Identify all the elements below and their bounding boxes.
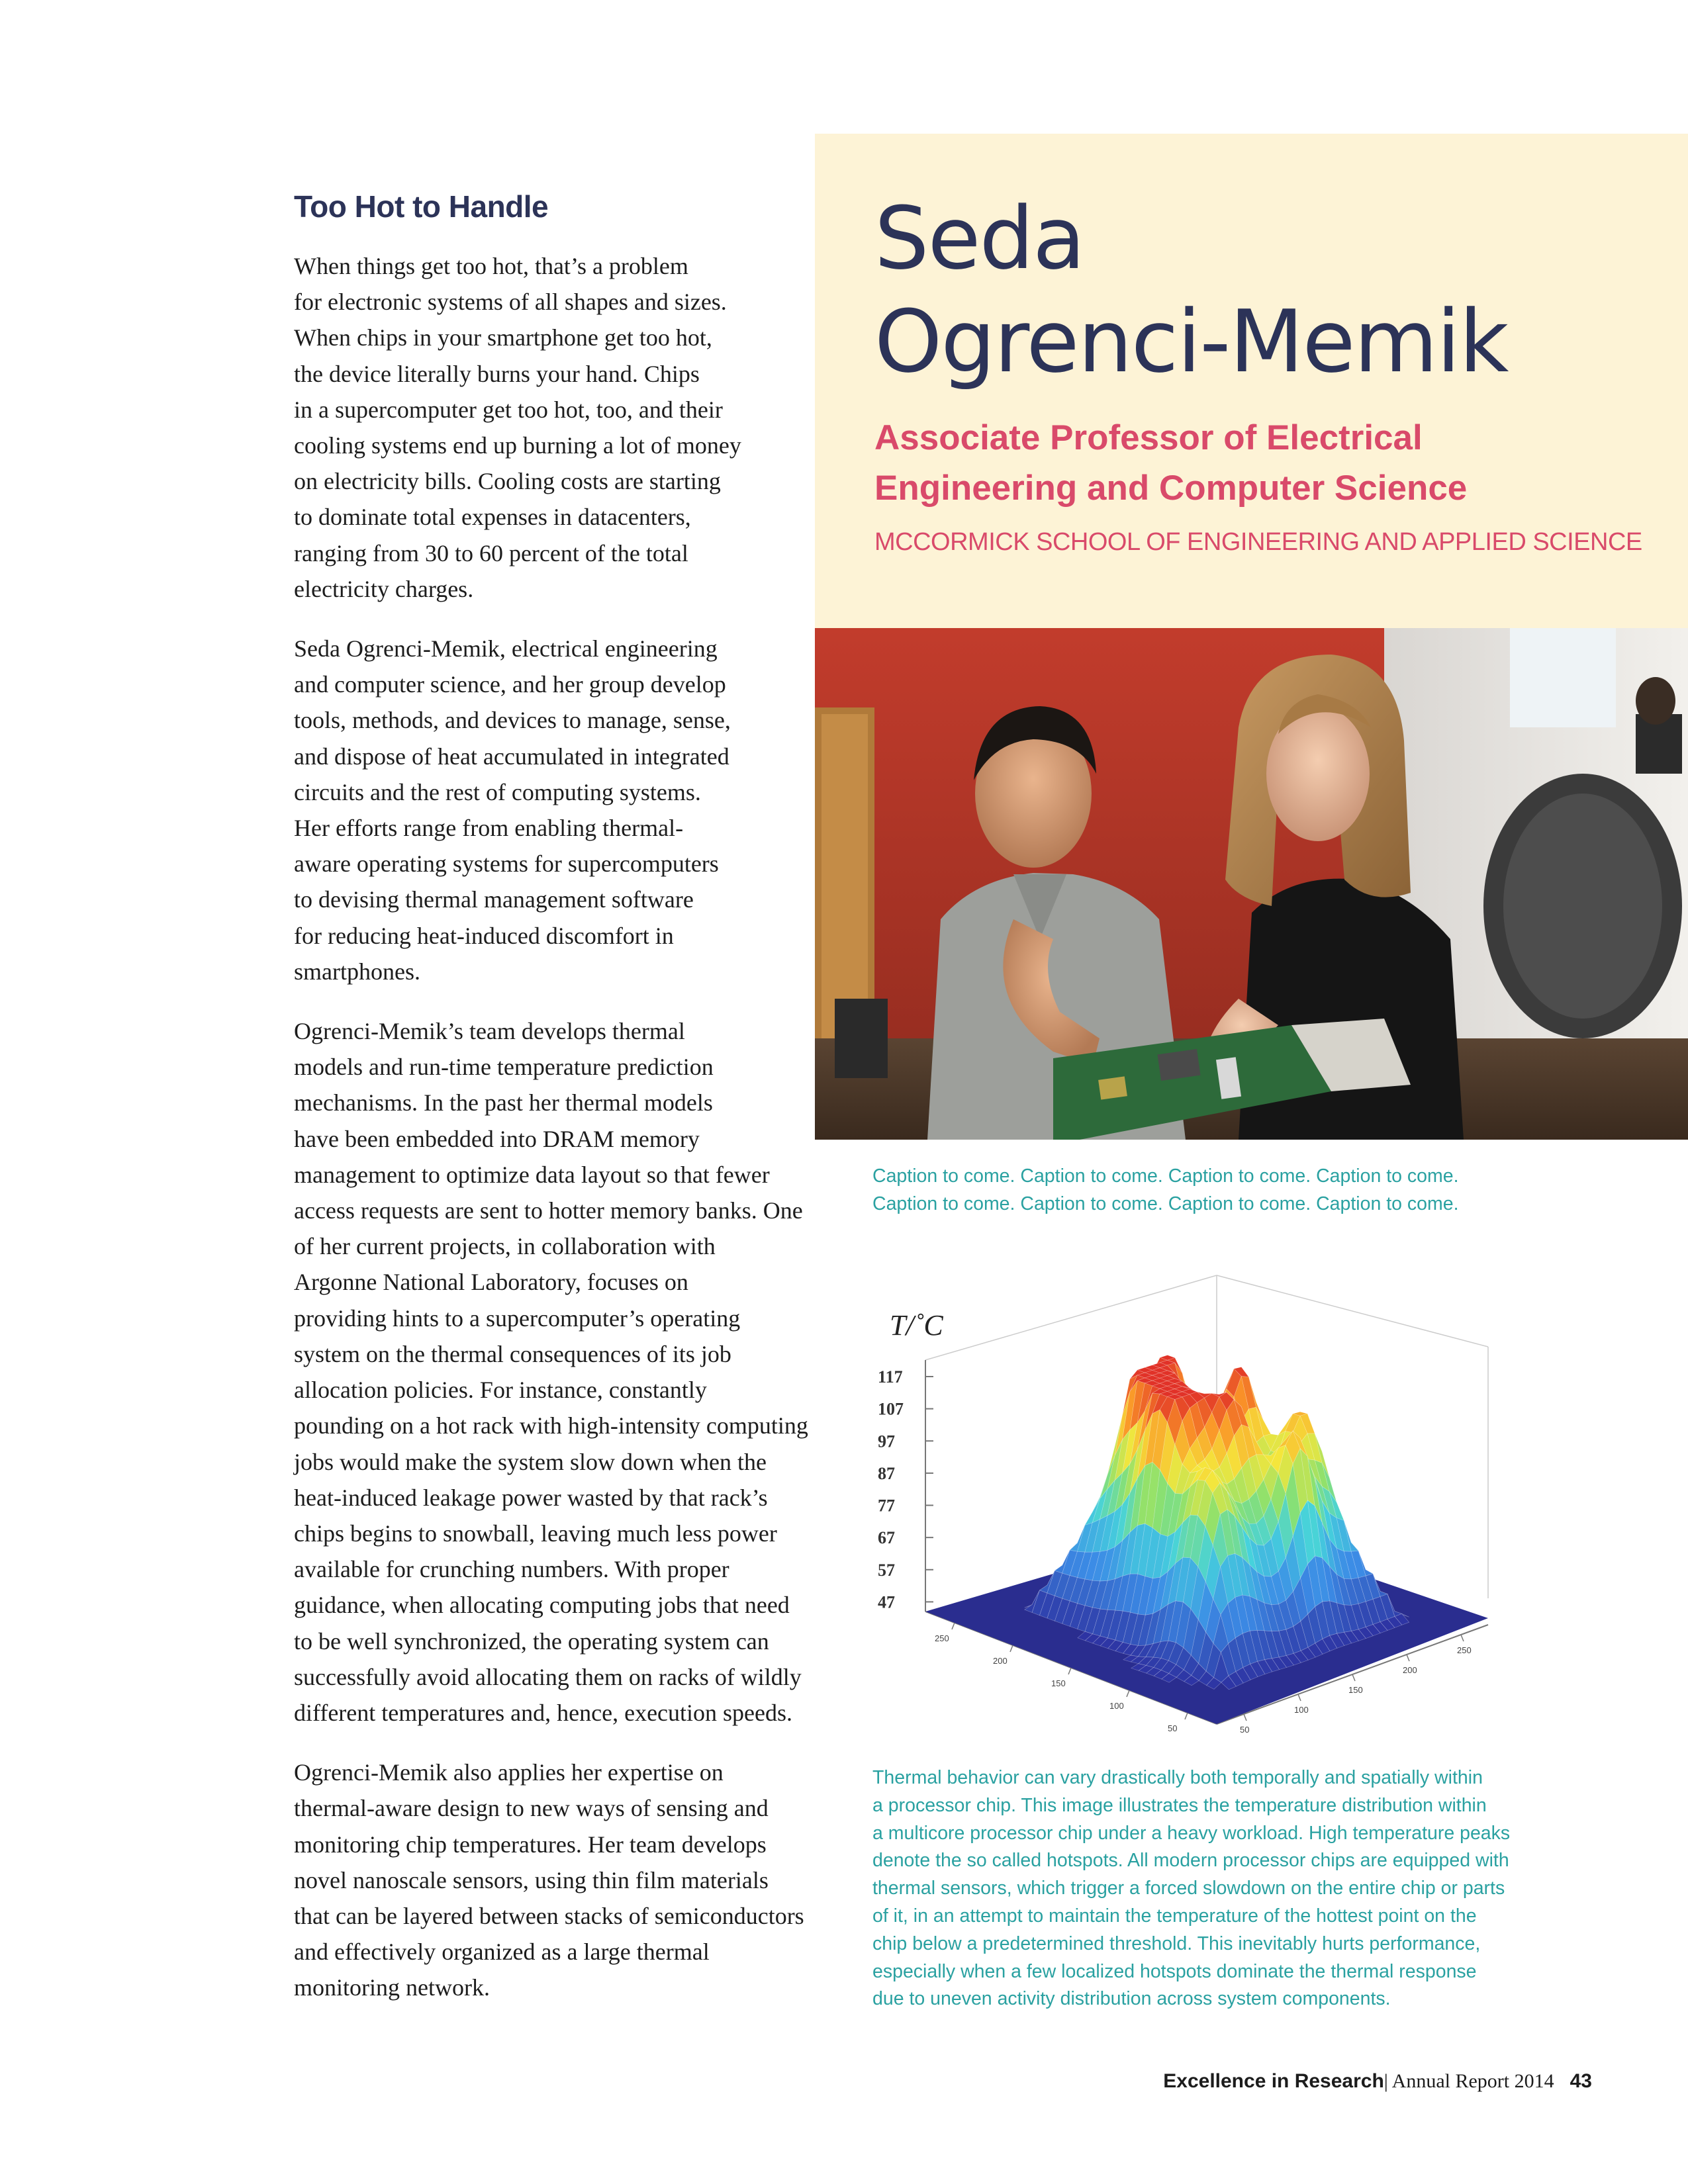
article-paragraph-3	[294, 1013, 823, 1731]
y-tick-mark	[1352, 1674, 1355, 1681]
text-line: chip below a predetermined threshold. This inevitably hurts performance,	[872, 1933, 1481, 1954]
text-line: When things get too hot, that’s a problem	[294, 253, 688, 279]
z-tick-label: 97	[878, 1432, 895, 1451]
text-line: monitoring network.	[294, 1974, 490, 2001]
thermal-surface	[1025, 1355, 1409, 1690]
section-title: Too Hot to Handle	[294, 189, 549, 224]
text-line: and effectively organized as a large thermal	[294, 1938, 710, 1966]
x-tick-mark	[1127, 1690, 1129, 1697]
thermal-figure	[872, 1261, 1501, 1764]
text-line: aware operating systems for supercomputers	[294, 850, 719, 878]
text-line: pounding on a hot rack with high-intensity computing	[294, 1412, 808, 1439]
text-line: available for crunching numbers. With proper	[294, 1556, 729, 1583]
text-line: on electricity bills. Cooling costs are starting	[294, 468, 721, 495]
article-column	[294, 189, 823, 2030]
text-line: to devising thermal management software	[294, 886, 694, 913]
text-line: thermal-aware design to new ways of sensing and	[294, 1795, 769, 1822]
z-axis-label: T/˚C	[890, 1309, 943, 1342]
text-line: a multicore processor chip under a heavy workload. High temperature peaks	[872, 1822, 1511, 1844]
profile-name	[874, 187, 1508, 393]
z-tick-label: 67	[878, 1528, 895, 1548]
text-line: novel nanoscale sensors, using thin film materials	[294, 1866, 769, 1893]
z-tick-label: 57	[878, 1560, 895, 1580]
z-tick-label: 77	[878, 1496, 895, 1516]
text-line: Caption to come. Caption to come. Caption to come. Caption to come.	[872, 1165, 1459, 1187]
x-tick-mark	[1010, 1645, 1013, 1652]
text-line: Ogrenci-Memik	[874, 291, 1508, 392]
y-tick-mark	[1298, 1694, 1301, 1701]
lab-photo	[815, 628, 1688, 1140]
text-line: to dominate total expenses in datacenters,	[294, 504, 691, 531]
text-line: mechanisms. In the past her thermal models	[294, 1089, 713, 1116]
text-line: When chips in your smartphone get too hot,	[294, 324, 712, 351]
page-footer	[1163, 2070, 1592, 2093]
y-tick-mark	[1407, 1655, 1409, 1661]
footer-section: Excellence in Research	[1163, 2070, 1384, 2092]
text-line: Associate Professor of Electrical	[874, 418, 1423, 457]
y-tick-mark	[1244, 1714, 1246, 1721]
text-line: jobs would make the system slow down when the	[294, 1448, 767, 1475]
x-tick-label: 50	[1168, 1723, 1178, 1733]
text-line: heat-induced leakage power wasted by that rack’s	[294, 1484, 768, 1511]
text-line: monitoring chip temperatures. Her team develops	[294, 1831, 767, 1858]
text-line: a processor chip. This image illustrates the temperature distribution within	[872, 1794, 1487, 1816]
text-line: Her efforts range from enabling thermal-	[294, 815, 684, 842]
text-line: providing hints to a supercomputer’s operating	[294, 1304, 741, 1332]
text-line: smartphones.	[294, 958, 420, 985]
page-number: 43	[1570, 2070, 1592, 2092]
text-line: different temperatures and, hence, execution speeds.	[294, 1699, 793, 1726]
text-line: for electronic systems of all shapes and sizes.	[294, 289, 727, 316]
profile-job-title	[874, 413, 1467, 514]
text-line: that can be layered between stacks of semiconductors	[294, 1902, 804, 1929]
text-line: and dispose of heat accumulated in integrated	[294, 743, 729, 770]
text-line: Ogrenci-Memik also applies her expertise on	[294, 1759, 724, 1786]
text-line: allocation policies. For instance, constantly	[294, 1377, 707, 1404]
text-line: to be well synchronized, the operating system can	[294, 1627, 769, 1655]
text-line: Argonne National Laboratory, focuses on	[294, 1269, 688, 1296]
figure-caption	[872, 1764, 1510, 2013]
text-line: due to uneven activity distribution across system components.	[872, 1988, 1391, 2010]
text-line: successfully avoid allocating them on racks of wildly	[294, 1663, 802, 1690]
article-paragraph-1	[294, 248, 823, 607]
text-line: and computer science, and her group develop	[294, 671, 726, 698]
y-tick-label: 50	[1240, 1725, 1250, 1735]
text-line: guidance, when allocating computing jobs that need	[294, 1592, 790, 1619]
footer-report: | Annual Report 2014	[1383, 2070, 1554, 2092]
text-line: chips begins to snowball, leaving much less power	[294, 1520, 777, 1547]
lab-photo-image	[815, 628, 1688, 1140]
text-line: cooling systems end up burning a lot of money	[294, 432, 741, 459]
text-line: electricity charges.	[294, 575, 474, 602]
text-line: Seda Ogrenci-Memik, electrical engineering	[294, 635, 718, 662]
text-line: ranging from 30 to 60 percent of the total	[294, 539, 688, 567]
text-line: system on the thermal consequences of its job	[294, 1340, 731, 1367]
text-line: the device literally burns your hand. Chips	[294, 360, 700, 387]
x-tick-mark	[1185, 1713, 1188, 1719]
text-line: have been embedded into DRAM memory	[294, 1125, 700, 1152]
article-paragraph-2	[294, 631, 823, 989]
text-line: especially when a few localized hotspots dominate the thermal response	[872, 1960, 1477, 1982]
x-tick-label: 250	[935, 1633, 949, 1643]
z-tick-label: 47	[878, 1592, 895, 1612]
text-line: models and run-time temperature prediction	[294, 1054, 714, 1081]
text-line: of it, in an attempt to maintain the temperature of the hottest point on the	[872, 1905, 1477, 1927]
z-tick-label: 87	[878, 1463, 895, 1483]
text-line: for reducing heat-induced discomfort in	[294, 922, 674, 949]
text-line: thermal sensors, which trigger a forced slowdown on the entire chip or parts	[872, 1878, 1505, 1899]
z-tick-label: 117	[878, 1367, 903, 1387]
text-line: access requests are sent to hotter memory banks. One	[294, 1197, 803, 1224]
text-line: Ogrenci-Memik’s team develops thermal	[294, 1018, 685, 1045]
text-line: Thermal behavior can vary drastically both temporally and spatially within	[872, 1767, 1483, 1788]
text-line: Engineering and Computer Science	[874, 469, 1468, 508]
thermal-surface-plot	[872, 1261, 1501, 1764]
x-tick-label: 200	[993, 1656, 1008, 1666]
x-tick-mark	[1068, 1668, 1071, 1674]
text-line: Seda	[874, 188, 1084, 289]
text-line: denote the so called hotspots. All modern processor chips are equipped with	[872, 1850, 1509, 1872]
y-tick-label: 200	[1403, 1665, 1417, 1675]
photo-caption	[872, 1163, 1459, 1218]
y-tick-label: 150	[1348, 1685, 1363, 1695]
text-line: tools, methods, and devices to manage, sense,	[294, 707, 731, 734]
x-tick-label: 150	[1051, 1678, 1066, 1688]
text-line: circuits and the rest of computing systems.	[294, 778, 701, 805]
x-tick-label: 100	[1109, 1701, 1124, 1711]
x-tick-mark	[952, 1623, 955, 1629]
text-line: Caption to come. Caption to come. Caption to come. Caption to come.	[872, 1193, 1459, 1214]
y-tick-mark	[1461, 1635, 1464, 1641]
y-tick-label: 250	[1457, 1645, 1472, 1655]
text-line: of her current projects, in collaboration with	[294, 1233, 716, 1260]
profile-school: MCCORMICK SCHOOL OF ENGINEERING AND APPLIED SCIENCE	[874, 528, 1642, 556]
text-line: management to optimize data layout so that fewer	[294, 1161, 770, 1188]
y-tick-label: 100	[1294, 1705, 1309, 1715]
text-line: in a supercomputer get too hot, too, and their	[294, 396, 723, 423]
article-paragraph-4	[294, 1754, 823, 2005]
profile-header	[815, 134, 1688, 628]
z-tick-label: 107	[878, 1399, 904, 1419]
